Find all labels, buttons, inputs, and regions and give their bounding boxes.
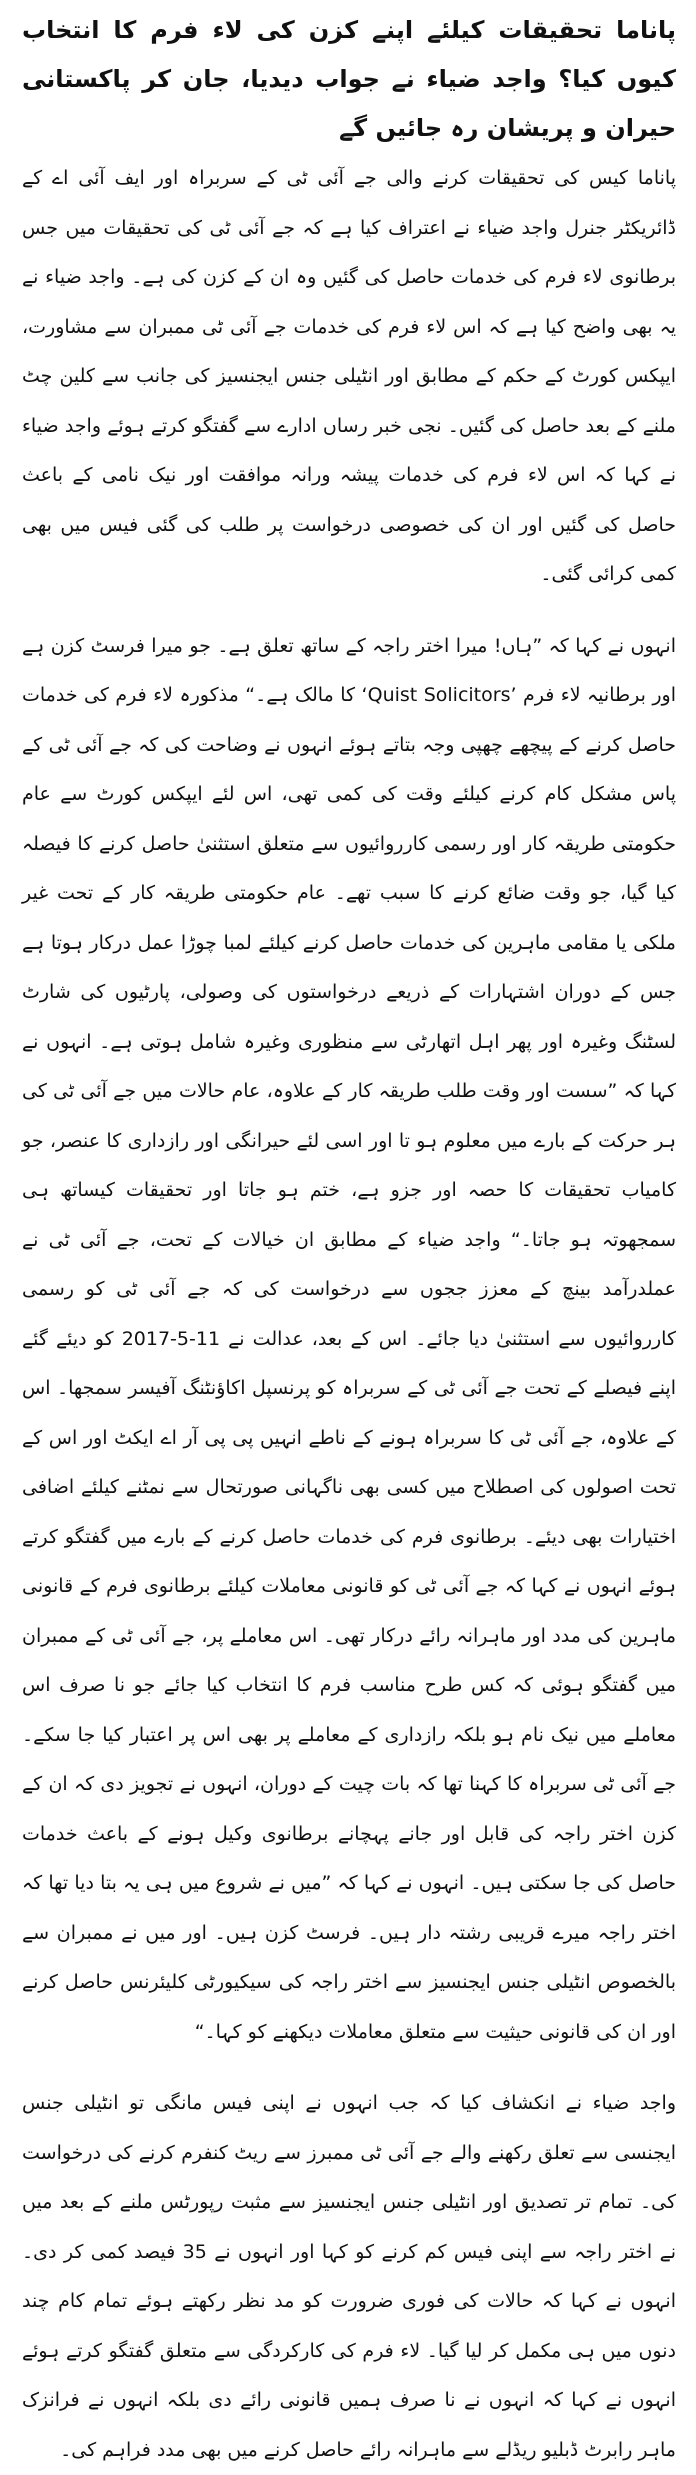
article-paragraph-2: انہوں نے کہا کہ ”ہاں! میرا اختر راجہ کے ساتھ تعلق ہے۔ جو میرا فرسٹ کزن ہے اور برطانیہ لاء فرم ’Quist Solicitors‘ کا مالک ہے۔“ مذکورہ لاء فرم کی خدمات حاصل کرنے کے پیچھے چھپی وجہ بتاتے ہوئے انہوں نے وضاحت کی کہ جے آئی ٹی کے پاس مشکل کام کرنے کیلئے وقت کی کمی تھی، اس لئے ایپکس کورٹ سے عام حکومتی طریقہ کار اور رسمی کارروائیوں سے متعلق استثنیٰ حاصل کرنے کا فیصلہ کیا گیا، جو وقت ضائع کرنے کا سبب تھے۔ عام حکومتی طریقہ کار کے تحت غیر ملکی یا مقامی ماہرین کی خدمات حاصل کرنے کیلئے لمبا چوڑا عمل درکار ہوتا ہے جس کے دوران اشتہارات کے ذریعے درخواستوں کی وصولی، پارٹیوں کی شارٹ لسٹنگ وغیرہ اور پھر اہل اتھارٹی سے منظوری وغیرہ شامل ہوتی ہے۔ انہوں نے کہا کہ ”سست اور وقت طلب طریقہ کار کے علاوہ، عام حالات میں جے آئی ٹی کی ہر حرکت کے بارے میں معلوم ہو تا اور اسی لئے حیرانگی اور رازداری کا عنصر، جو کامیاب تحقیقات کا حصہ اور جزو ہے، ختم ہو جاتا اور تحقیقات کیساتھ ہی سمجھوتہ ہو جاتا۔“ واجد ضیاء کے مطابق ان خیالات کے تحت، جے آئی ٹی نے عملدرآمد بینچ کے معزز ججوں سے درخواست کی کہ جے آئی ٹی کو رسمی کارروائیوں سے استثنیٰ دیا جائے۔ اس کے بعد، عدالت نے 11-5-2017 کو دیئے گئے اپنے فیصلے کے تحت جے آئی ٹی کے سربراہ کو پرنسپل اکاؤنٹنگ آفیسر سمجھا۔ اس کے علاوہ، جے آئی ٹی کا سربراہ ہونے کے ناطے انہیں پی پی آر اے ایکٹ اور اس کے تحت اصولوں کی اصطلاح میں کسی بھی ناگہانی صورتحال سے نمٹنے کیلئے اضافی اختیارات بھی دیئے۔ برطانوی فرم کی خدمات حاصل کرنے کے بارے میں گفتگو کرتے ہوئے انہوں نے کہا کہ جے آئی ٹی کو قانونی معاملات کیلئے برطانوی فرم کے قانونی ماہرین کی مدد اور ماہرانہ رائے درکار تھی۔ اس معاملے پر، جے آئی ٹی کے ممبران میں گفتگو ہوئی کہ کس طرح مناسب فرم کا انتخاب کیا جائے جو نا صرف اس معاملے میں نیک نام ہو بلکہ رازداری کے معاملے پر بھی اس پر اعتبار کیا جا سکے۔ جے آئی ٹی سربراہ کا کہنا تھا کہ بات چیت کے دوران، انہوں نے تجویز دی کہ ان کے کزن اختر راجہ کی قابل اور جانے پہچانے برطانوی وکیل ہونے کے باعث خدمات حاصل کی جا سکتی ہیں۔ انہوں نے کہا کہ ”میں نے شروع میں ہی یہ بتا دیا تھا کہ اختر راجہ میرے قریبی رشتہ دار ہیں۔ فرسٹ کزن ہیں۔ اور میں نے ممبران سے بالخصوص انٹیلی جنس ایجنسیز سے اختر راجہ کی سیکیورٹی کلیئرنس حاصل کرنے اور ان کی قانونی حیثیت سے متعلق معاملات دیکھنے کو کہا۔“	[22, 634, 677, 2043]
article-paragraph-3: واجد ضیاء نے انکشاف کیا کہ جب انہوں نے اپنی فیس مانگی تو انٹیلی جنس ایجنسی سے تعلق رکھنے والے جے آئی ٹی ممبرز سے ریٹ کنفرم کرنے کی درخواست کی۔ تمام تر تصدیق اور انٹیلی جنس ایجنسیز سے مثبت رپورٹس ملنے کے بعد میں نے اختر راجہ سے اپنی فیس کم کرنے کو کہا اور انہوں نے 35 فیصد کمی کر دی۔ انہوں نے کہا کہ حالات کی فوری ضرورت کو مد نظر رکھتے ہوئے تمام کام چند دنوں میں ہی مکمل کر لیا گیا۔ لاء فرم کی کارکردگی سے متعلق گفتگو کرتے ہوئے انہوں نے کہا کہ انہوں نے نا صرف ہمیں قانونی رائے دی بلکہ انہوں نے فرانزک ماہر رابرٹ ڈبلیو ریڈلے سے ماہرانہ رائے حاصل کرنے میں بھی مدد فراہم کی۔	[22, 2092, 676, 2461]
article-headline: پاناما تحقیقات کیلئے اپنے کزن کی لاء فرم کا انتخاب کیوں کیا؟ واجد ضیاء نے جواب دیدیا، جان کر پاکستانی حیران و پریشان رہ جائیں گے	[22, 16, 676, 142]
article-paragraph-1: پاناما کیس کی تحقیقات کرنے والی جے آئی ٹی کے سربراہ اور ایف آئی اے کے ڈائریکٹر جنرل واجد ضیاء نے اعتراف کیا ہے کہ جے آئی ٹی کی تحقیقات میں جس برطانوی لاء فرم کی خدمات حاصل کی گئیں وہ ان کے کزن کی ہے۔ واجد ضیاء نے یہ بھی واضح کیا ہے کہ اس لاء فرم کی خدمات جے آئی ٹی ممبران سے مشاورت، ایپکس کورٹ کے حکم کے مطابق اور انٹیلی جنس ایجنسیز کی جانب سے کلین چٹ ملنے کے بعد حاصل کی گئیں۔ نجی خبر رساں ادارے سے گفتگو کرتے ہوئے واجد ضیاء نے کہا کہ اس لاء فرم کی خدمات پیشہ ورانہ موافقت اور نیک نامی کے باعث حاصل کی گئیں اور ان کی خصوصی درخواست پر طلب کی گئی فیس میں بھی کمی کرائی گئی۔	[22, 167, 676, 585]
